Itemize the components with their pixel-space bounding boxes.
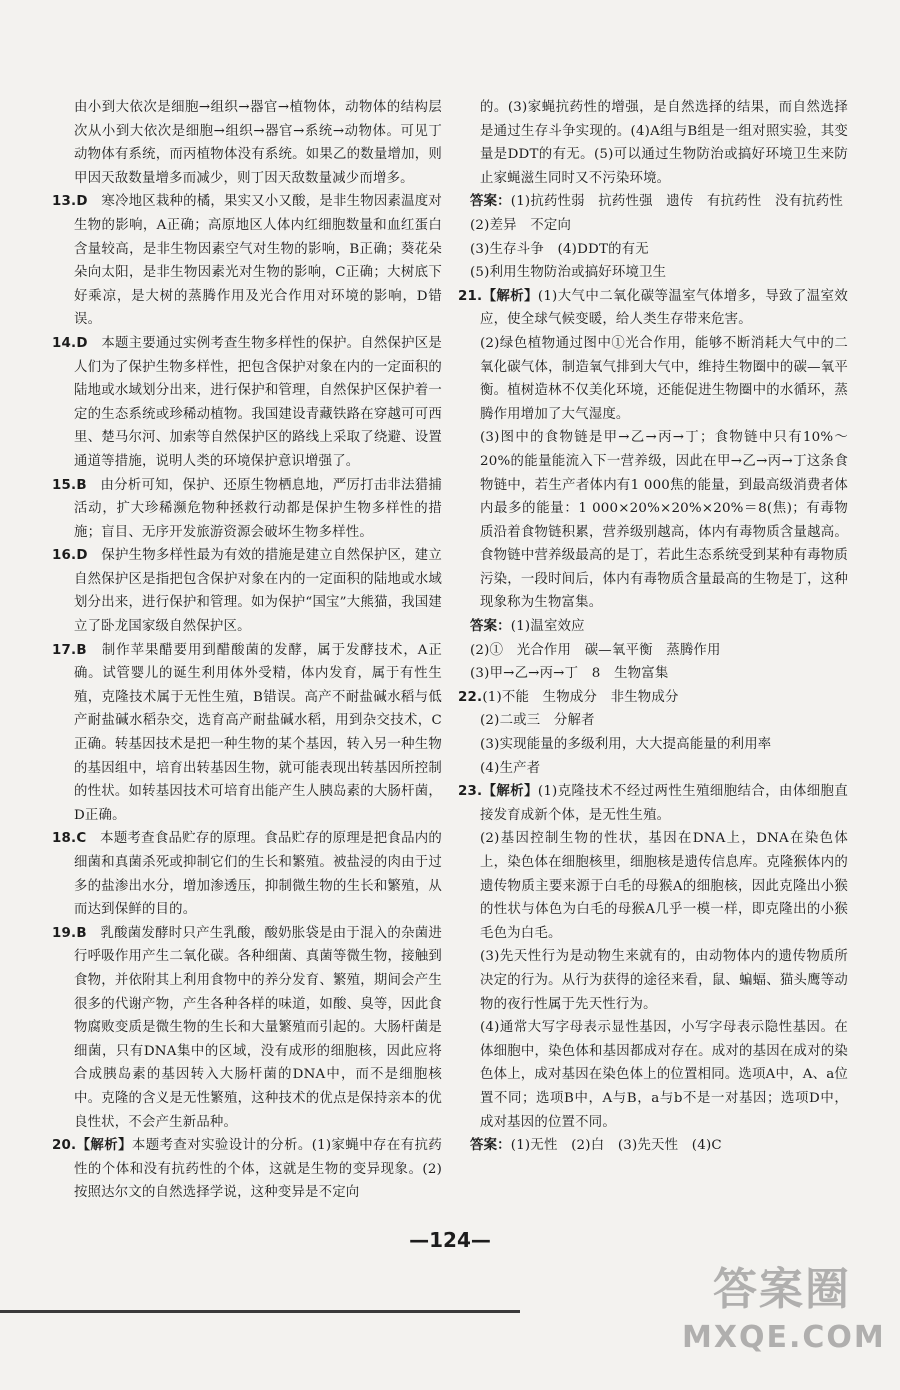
analysis-tag: 【解析】 <box>482 287 538 304</box>
watermark-text: 答案圈 <box>713 1264 851 1315</box>
question-23 <box>458 780 848 827</box>
question-14 <box>52 332 442 474</box>
answer-line: (2)二或三 分解者 <box>480 713 595 729</box>
question-number: 20. <box>52 1138 77 1154</box>
question-text: 寒冷地区栽种的橘，果实又小又酸，是非生物因素温度对生物的影响，A正确；高原地区人体内红细胞数量和血红蛋白含量较高，是非生物因素空气对生物的影响，B正确；葵花朵朵向太阳，是非生物因素光对生物的影响，C正确；大树底下好乘凉，是大树的蒸腾作用及光合作用对环境的影响，D错误。 <box>74 194 442 328</box>
question-15 <box>52 474 442 545</box>
question-text: 乳酸菌发酵时只产生乳酸，酸奶胀袋是由于混入的杂菌进行呼吸作用产生二氧化碳。各种细菌、真菌等微生物，接触到食物，并依附其上利用食物中的养分发育、繁殖，期间会产生很多的代谢产物，产生各种各样的味道，如酸、臭等，因此食物腐败变质是微生物的生长和大量繁殖而引起的。大肠杆菌是细菌，只有DNA集中的区域，没有成形的细胞核，因此应将合成胰岛素的基因转入大肠杆菌的DNA中，而不是细胞核中。克隆的含义是无性繁殖，这种技术的优点是保持亲本的优良性状，不会产生新品种。 <box>74 925 443 1130</box>
q12-continuation: 由小到大依次是细胞→组织→器官→植物体，动物体的结构层次从小到大依次是细胞→组织→器官→系统→动物体。可见丁动物体有系统，而丙植物体没有系统。如果乙的数量增加，则甲因天敌数量增多而减少，则丁因天敌数量减少而增多。 <box>74 100 442 186</box>
question-text: 本题考查食品贮存的原理。食品贮存的原理是把食品内的细菌和真菌杀死或抑制它们的生长和繁殖。被盐浸的肉由于过多的盐渗出水分，增加渗透压，抑制微生物的生长和繁殖，从而达到保鲜的目的。 <box>74 831 443 918</box>
question-22 <box>458 686 848 710</box>
question-number: 23. <box>458 784 483 800</box>
left-column <box>52 96 442 1205</box>
watermark-url: MXQE.COM <box>682 1320 886 1355</box>
answer-line: (1)抗药性弱 抗药性强 遗传 有抗药性 没有抗药性 (2)差异 不定向 <box>470 194 857 233</box>
question-number: 21. <box>458 288 483 304</box>
question-13 <box>52 190 442 332</box>
analysis-paragraph: (3)先天性行为是动物生来就有的，由动物体内的遗传物质所决定的行为。从行为获得的途径来看，鼠、蝙蝠、猫头鹰等动物的夜行性属于先天性行为。 <box>480 949 848 1012</box>
question-number: 18.C <box>52 831 87 847</box>
answer-line: (1)无性 (2)白 (3)先天性 (4)C <box>510 1138 722 1154</box>
question-17 <box>52 639 442 828</box>
question-text: 保护生物多样性最为有效的措施是建立自然保护区，建立自然保护区是指把包含保护对象在内的一定面积的陆地或水域划分出来，进行保护和管理。如为保护“国宝”大熊猫，我国建立了卧龙国家级自然保护区。 <box>74 548 442 635</box>
question-19 <box>52 922 442 1134</box>
question-text: 制作苹果醋要用到醋酸菌的发酵，属于发酵技术，A正确。试管婴儿的诞生利用体外受精，体内发育，属于有性生殖，克隆技术属于无性生殖，B错误。高产不耐盐碱水稻与低产耐盐碱水稻杂交，选育高产耐盐碱水稻，用到杂交技术，C正确。转基因技术是把一种生物的某个基因，转入另一种生物的基因组中，培育出转基因生物，就可能表现出转基因所控制的性状。如转基因技术可培育出能产生人胰岛素的大肠杆菌，D正确。 <box>74 642 443 823</box>
right-column <box>458 96 857 1158</box>
answer-line: (4)生产者 <box>480 760 541 776</box>
analysis-tag: 【解析】 <box>482 783 538 800</box>
question-text: 由分析可知，保护、还原生物栖息地，严厉打击非法猎捕活动，扩大珍稀濒危物种拯救行动都是保护生物多样性的措施；盲目、无序开发旅游资源会破坏生物多样性。 <box>74 477 443 540</box>
question-text: (1)克隆技术不经过两性生殖细胞结合，由体细胞直接发育成新个体，是无性生殖。 <box>480 784 848 823</box>
question-number: 14.D <box>52 335 88 351</box>
answer-23 <box>458 1134 848 1158</box>
question-18 <box>52 827 442 921</box>
answer-21 <box>458 615 848 639</box>
answer-line: (1)不能 生物成分 非生物成分 <box>482 689 679 705</box>
question-number: 13.D <box>52 194 88 210</box>
answer-line: (2)① 光合作用 碳—氧平衡 蒸腾作用 <box>470 642 721 658</box>
question-text: (1)大气中二氧化碳等温室气体增多，导致了温室效应，使全球气候变暖，给人类生存带来危害。 <box>480 288 848 328</box>
question-number: 16.D <box>52 548 88 564</box>
answer-label: 答案： <box>470 1138 511 1154</box>
answer-line: (3)生存斗争 (4)DDT的有无 <box>470 241 649 257</box>
footer-rule <box>0 1310 520 1313</box>
q20-continuation: 的。(3)家蝇抗药性的增强，是自然选择的结果，而自然选择是通过生存斗争实现的。(4)A组与B组是一组对照实验，其变量是DDT的有无。(5)可以通过生物防治或搞好环境卫生来防止家蝇滋生同时又不污染环境。 <box>480 100 848 186</box>
question-20 <box>52 1134 442 1205</box>
question-number: 15.B <box>52 477 87 493</box>
answer-line: (3)甲→乙→丙→丁 8 生物富集 <box>470 666 669 682</box>
question-text: 本题主要通过实例考查生物多样性的保护。自然保护区是人们为了保护生物多样性，把包含保护对象在内的一定面积的陆地或水域划分出来，进行保护和管理，自然保护区保护着一定的生态系统或珍稀动植物。我国建设青藏铁路在穿越可可西里、楚马尔河、加索等自然保护区的路线上采取了绕避、设置通道等措施，说明人类的环境保护意识增强了。 <box>74 335 442 469</box>
analysis-paragraph: (2)基因控制生物的性状，基因在DNA上，DNA在染色体上，染色体在细胞核里，细胞核是遗传信息库。克隆猴体内的遗传物质主要来源于白毛的母猴A的细胞核，因此克隆出小猴的性状与体色为白毛的母猴A几乎一模一样，即克隆出的小猴毛色为白毛。 <box>480 831 848 941</box>
answer-line: (3)实现能量的多级利用，大大提高能量的利用率 <box>480 737 772 753</box>
question-21 <box>458 285 848 332</box>
answer-line: (5)利用生物防治或搞好环境卫生 <box>470 265 667 281</box>
page-number: —124— <box>409 1228 491 1252</box>
watermark-logo <box>682 1260 886 1380</box>
question-16 <box>52 544 442 638</box>
analysis-paragraph: (4)通常大写字母表示显性基因，小写字母表示隐性基因。在体细胞中，染色体和基因都成对存在。成对的基因在成对的染色体上，成对基因在染色体上的位置相同。选项A中，A、a位置不同；选项B中，A与B，a与b不是一对基因；选项D中，成对基因的位置不同。 <box>480 1020 848 1130</box>
analysis-tag: 【解析】 <box>76 1137 132 1154</box>
question-number: 19.B <box>52 925 87 941</box>
answer-label: 答案： <box>470 194 511 210</box>
answer-20 <box>458 190 857 237</box>
question-number: 17.B <box>52 642 87 658</box>
analysis-paragraph: (3)图中的食物链是甲→乙→丙→丁；食物链中只有10%～20%的能量能流入下一营养级，因此在甲→乙→丙→丁这条食物链中，若生产者体内有1 000焦的能量，到最高级消费者体内最多的能量：1 000×20%×20%×20%＝8(焦)；有毒物质沿着食物链积累，营养级别越高，体内有毒物质含量越高。食物链中营养级最高的是丁，若此生态系统受到某种有毒物质污染，一段时间后，体内有毒物质含量最高的生物是丁，这种现象称为生物富集。 <box>480 430 848 611</box>
analysis-paragraph: (2)绿色植物通过图中①光合作用，能够不断消耗大气中的二氧化碳气体，制造氧气排到大气中，维持生物圈中的碳—氧平衡。植树造林不仅美化环境，还能促进生物圈中的水循环，蒸腾作用增加了大气湿度。 <box>480 335 848 422</box>
answer-line: (1)温室效应 <box>510 619 585 635</box>
answer-label: 答案： <box>470 619 511 635</box>
question-number: 22. <box>458 689 483 705</box>
question-text: 本题考查对实验设计的分析。(1)家蝇中存在有抗药性的个体和没有抗药性的个体，这就是生物的变异现象。(2)按照达尔文的自然选择学说，这种变异是不定向 <box>74 1138 442 1201</box>
